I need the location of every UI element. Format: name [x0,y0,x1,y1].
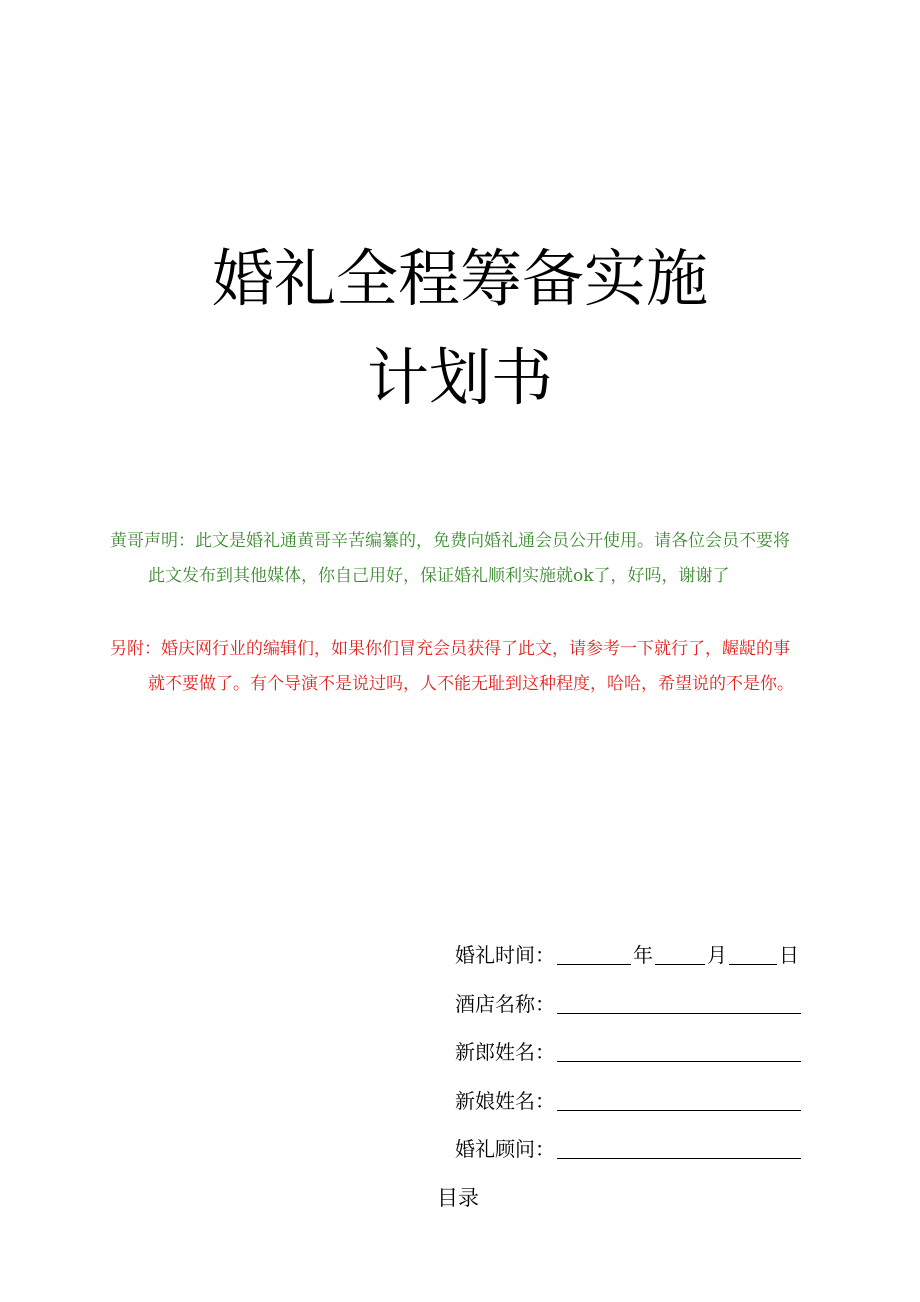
hotel-label: 酒店名称： [455,991,555,1016]
day-blank[interactable] [729,938,777,965]
year-blank[interactable] [557,938,631,965]
day-unit: 日 [779,943,799,967]
month-blank[interactable] [655,938,705,965]
hotel-row [455,987,801,1036]
document-title-line1: 婚礼全程筹备实施 [211,242,708,315]
postscript-notice: 另附：婚庆网行业的编辑们，如果你们冒充会员获得了此文，请参考一下就行了，龌龊的事就不要做了。有个导演不是说过吗，人不能无耻到这种程度，哈哈，希望说的不是你。 [110,639,794,694]
toc-heading: 目录 [437,1186,479,1210]
month-unit: 月 [707,943,727,967]
document-title-line2: 计划书 [366,341,553,414]
groom-blank[interactable] [557,1035,801,1062]
consultant-label: 婚礼顾问： [455,1137,555,1161]
hotel-blank[interactable] [557,987,801,1014]
wedding-info-form [455,938,801,1181]
consultant-blank[interactable] [557,1132,801,1159]
wedding-time-label: 婚礼时间： [455,943,555,967]
groom-row [455,1035,801,1084]
consultant-row [455,1132,801,1181]
year-unit: 年 [633,943,653,967]
declaration-notice: 黄哥声明：此文是婚礼通黄哥辛苦编纂的，免费向婚礼通会员公开使用。请各位会员不要将此文发布到其他媒体，你自己用好，保证婚礼顺利实施就ok了，好吗，谢谢了 [110,531,790,586]
bride-label: 新娘姓名： [455,1088,555,1113]
wedding-time-row [455,938,801,987]
bride-row [455,1084,801,1133]
groom-label: 新郎姓名： [455,1040,555,1064]
bride-blank[interactable] [557,1084,801,1111]
